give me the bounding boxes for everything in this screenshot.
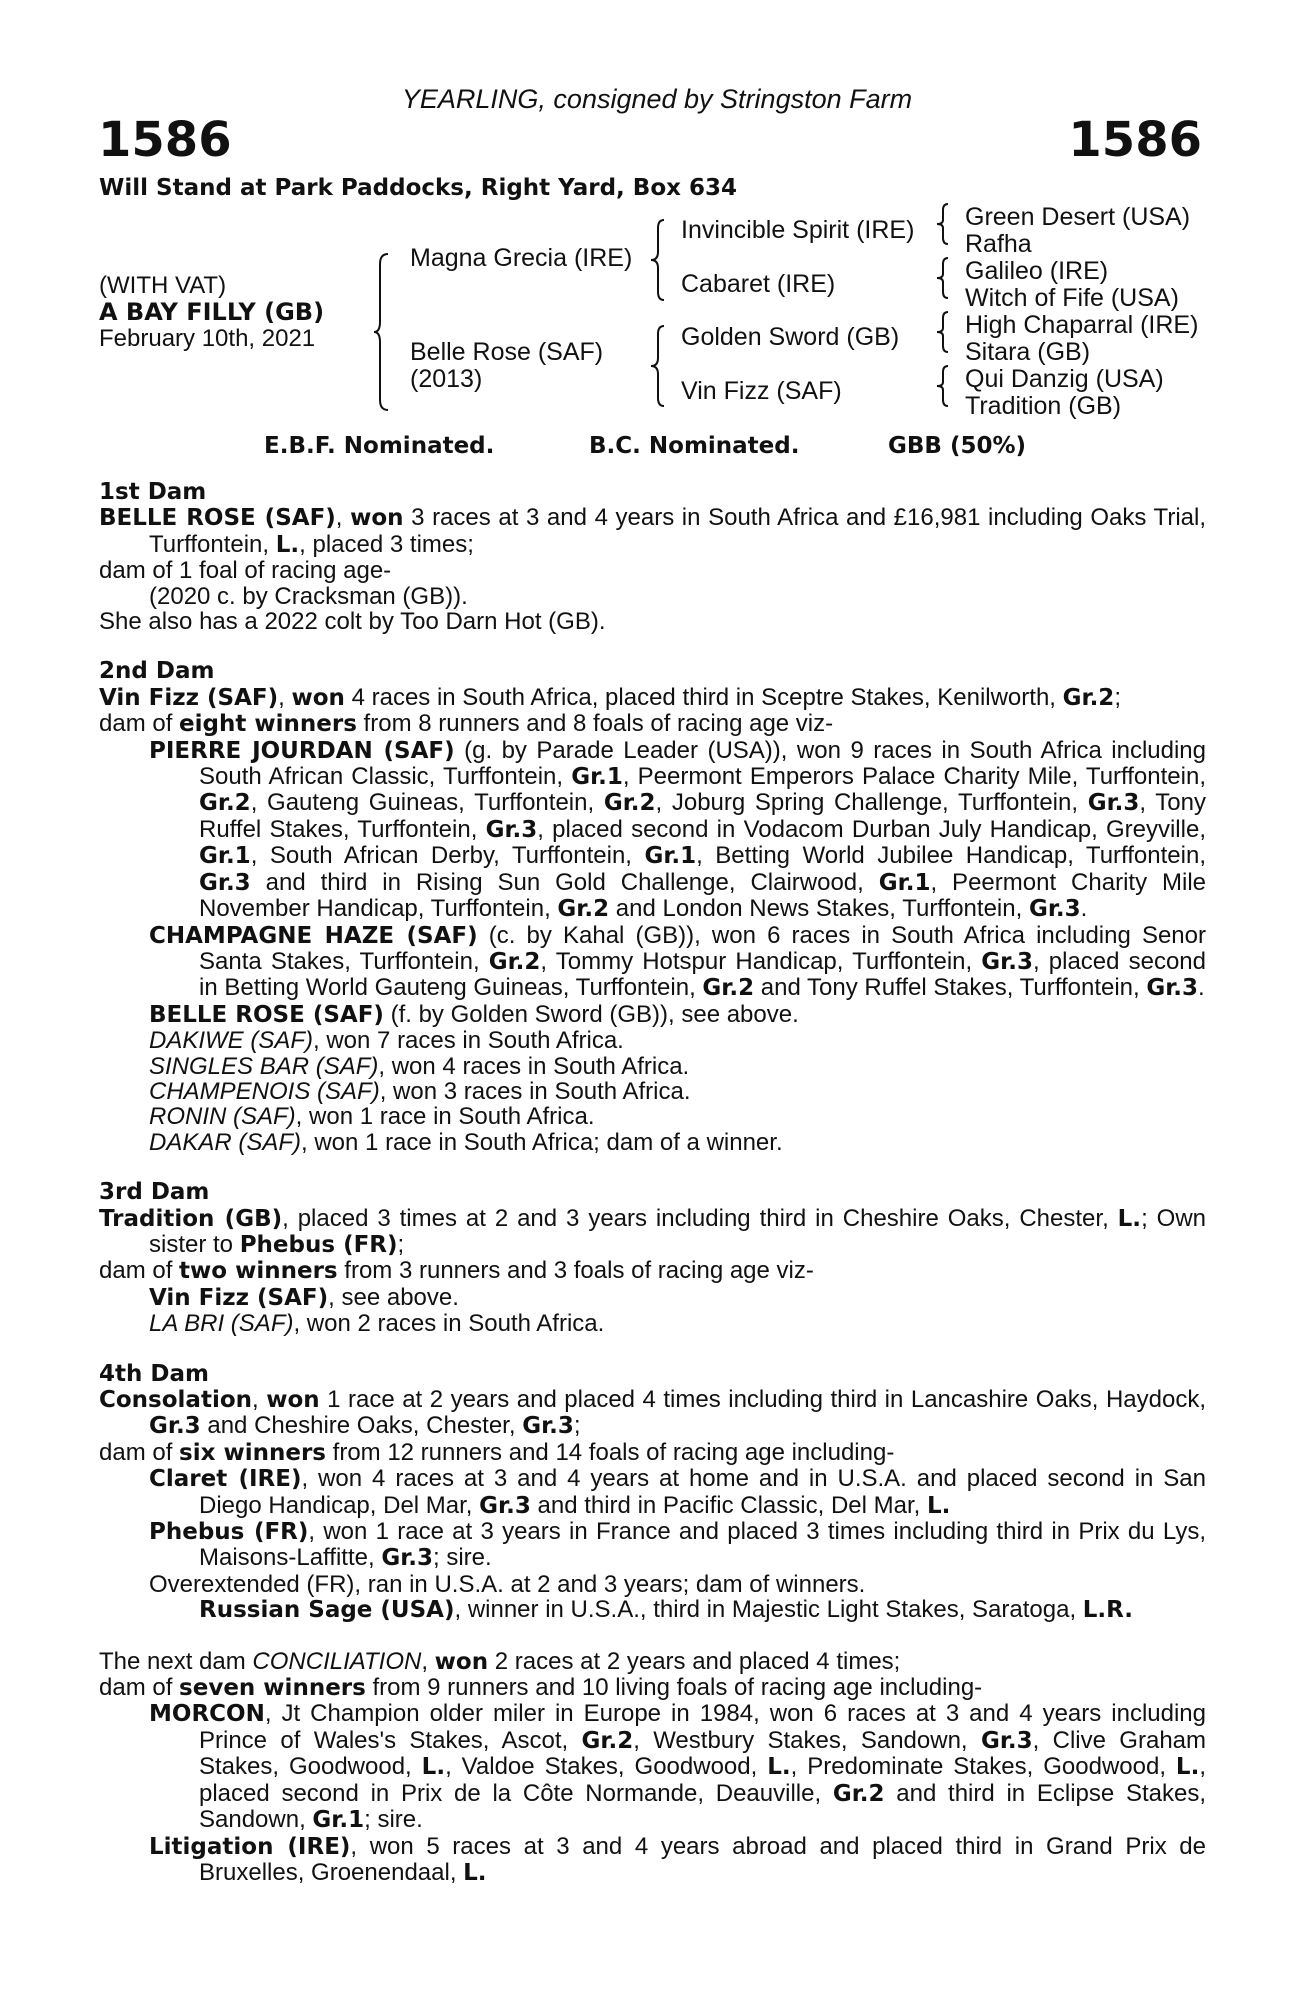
lot-number-right: 1586 [1068, 112, 1202, 168]
pedigree-sire: Magna Grecia (IRE) [410, 244, 633, 272]
pedigree-dam-sire: Golden Sword (GB) [681, 323, 900, 351]
bc-nomination: B.C. Nominated. [589, 433, 800, 459]
produce-russian-sage: Russian Sage (USA), winner in U.S.A., third in Majestic Light Stakes, Saratoga, L.R. [199, 1596, 1134, 1624]
pedigree-dam: Belle Rose (SAF) [410, 338, 604, 366]
pedigree-brace-dam [648, 324, 666, 408]
next-dam-entry: The next dam CONCILIATION, won 2 races at 2 years and placed 4 times; [99, 1647, 901, 1675]
fourth-dam-section [99, 1387, 1206, 1624]
produce-vin-fizz: Vin Fizz (SAF), see above. [149, 1283, 459, 1311]
fourth-dam-produce-note: dam of six winners from 12 runners and 14 foals of racing age including- [99, 1438, 895, 1466]
third-dam-entry: Tradition (GB), placed 3 times at 2 and 3 years including third in Cheshire Oaks, Chester, L.; Own sister to Phebus (FR); [99, 1204, 1206, 1258]
produce-belle-rose: BELLE ROSE (SAF) (f. by Golden Sword (GB)), see above. [149, 1000, 799, 1028]
third-dam-heading: 3rd Dam [99, 1179, 210, 1206]
gbb-status: GBB (50%) [888, 433, 1027, 459]
pedigree-ggp-8: Tradition (GB) [965, 392, 1122, 420]
fourth-dam-entry: Consolation, won 1 race at 2 years and placed 4 times including third in Lancashire Oaks, Haydock, Gr.3 and Cheshire Oaks, Chester, Gr.3; [99, 1386, 1207, 1440]
first-dam-current-foal: She also has a 2022 colt by Too Darn Hot (GB). [99, 608, 606, 636]
produce-la-bri: LA BRI (SAF), won 2 races in South Africa. [149, 1310, 605, 1338]
first-dam-section [99, 505, 1206, 634]
produce-overextended: Overextended (FR), ran in U.S.A. at 2 and 3 years; dam of winners. [149, 1570, 866, 1598]
first-dam-entry: BELLE ROSE (SAF), won 3 races at 3 and 4 years in South Africa and £16,981 including Oaks Trial, Turffontein, L., placed 3 times; [99, 504, 1206, 558]
pedigree-sire-sire: Invincible Spirit (IRE) [681, 216, 915, 244]
produce-pierre-jourdan: PIERRE JOURDAN (SAF) (g. by Parade Leader (USA)), won 9 races in South Africa including South African Classic, Turffontein, Gr.1, Peermont Emperors Palace Charity Mile, Turffontein, Gr.2, Gauteng Guineas, Turffontein, Gr.2, Joburg Spring Challenge, Turffontein, Gr.3, Tony Ruffel Stakes, Turffontein, Gr.3, placed second in Vodacom Durban July Handicap, Greyville, Gr.1, South African Derby, Turffontein, Gr.1, Betting World Jubilee Handicap, Turffontein, Gr.3 and third in Rising Sun Gold Challenge, Clairwood, Gr.1, Peermont Charity Mile November Handicap, Turffontein, Gr.2 and London News Stakes, Turffontein, Gr.3. [149, 736, 1207, 923]
first-dam-produce-note: dam of 1 foal of racing age- [99, 557, 392, 585]
pedigree-dam-year: (2013) [410, 365, 483, 393]
produce-phebus: Phebus (FR), won 1 race at 3 years in France and placed 3 times including third in Prix du Lys, Maisons-Laffitte, Gr.3; sire. [149, 1518, 1206, 1572]
fourth-dam-heading: 4th Dam [99, 1360, 209, 1387]
next-dam-produce-note: dam of seven winners from 9 runners and 10 living foals of racing age including- [99, 1674, 983, 1702]
dam-produce-record [99, 480, 1206, 1886]
produce-ronin: RONIN (SAF), won 1 race in South Africa. [149, 1103, 595, 1131]
pedigree-dam-dam: Vin Fizz (SAF) [681, 377, 842, 405]
second-dam-entry: Vin Fizz (SAF), won 4 races in South Africa, placed third in Sceptre Stakes, Kenilworth, Gr.2; [99, 683, 1121, 711]
vat-note: (WITH VAT) [99, 272, 227, 299]
stand-location: Will Stand at Park Paddocks, Right Yard, Box 634 [99, 175, 737, 201]
second-dam-heading: 2nd Dam [99, 658, 215, 685]
consignment-heading: YEARLING, consigned by Stringston Farm [401, 84, 913, 114]
pedigree-brace-g2 [934, 256, 950, 300]
lot-number-left: 1586 [98, 112, 232, 168]
pedigree-brace-g1 [934, 202, 950, 246]
produce-dakiwe: DAKIWE (SAF), won 7 races in South Africa. [149, 1027, 624, 1055]
third-dam-produce-note: dam of two winners from 3 runners and 3 foals of racing age viz- [99, 1257, 814, 1285]
next-dam-section [99, 1649, 1206, 1887]
pedigree-ggp-1: Green Desert (USA) [965, 203, 1191, 231]
pedigree-ggp-6: Sitara (GB) [965, 338, 1091, 366]
second-dam-section [99, 685, 1206, 1155]
produce-claret: Claret (IRE), won 4 races at 3 and 4 years at home and in U.S.A. and placed second in San Diego Handicap, Del Mar, Gr.3 and third in Pacific Classic, Del Mar, L. [149, 1465, 1207, 1519]
produce-dakar: DAKAR (SAF), won 1 race in South Africa; dam of a winner. [149, 1128, 783, 1156]
pedigree-sire-dam: Cabaret (IRE) [681, 270, 836, 298]
pedigree-ggp-7: Qui Danzig (USA) [965, 365, 1164, 393]
pedigree-ggp-2: Rafha [965, 230, 1032, 258]
pedigree-brace-g3 [934, 310, 950, 354]
produce-champenois: CHAMPENOIS (SAF), won 3 races in South Africa. [149, 1077, 691, 1105]
pedigree-brace-main [372, 252, 390, 412]
second-dam-produce-note: dam of eight winners from 8 runners and 8 foals of racing age viz- [99, 710, 834, 738]
pedigree-brace-g4 [934, 364, 950, 408]
pedigree-ggp-5: High Chaparral (IRE) [965, 311, 1199, 339]
produce-morcon: MORCON, Jt Champion older miler in Europe in 1984, won 6 races at 3 and 4 years including Prince of Wales's Stakes, Ascot, Gr.2, Westbury Stakes, Sandown, Gr.3, Clive Graham Stakes, Goodwood, L., Valdoe Stakes, Goodwood, L., Predominate Stakes, Goodwood, L., placed second in Prix de la Côte Normande, Deauville, Gr.2 and third in Eclipse Stakes, Sandown, Gr.1; sire. [149, 1700, 1207, 1834]
ebf-nomination: E.B.F. Nominated. [264, 433, 495, 459]
pedigree-ggp-3: Galileo (IRE) [965, 257, 1109, 285]
produce-champagne-haze: CHAMPAGNE HAZE (SAF) (c. by Kahal (GB)), won 6 races in South Africa including Senor Santa Stakes, Turffontein, Gr.2, Tommy Hotspur Handicap, Turffontein, Gr.3, placed second in Betting World Gauteng Guineas, Turffontein, Gr.2 and Tony Ruffel Stakes, Turffontein, Gr.3. [149, 921, 1206, 1002]
produce-litigation: Litigation (IRE), won 5 races at 3 and 4 years abroad and placed third in Grand Prix de Bruxelles, Groenendaal, L. [149, 1832, 1207, 1886]
third-dam-section [99, 1206, 1206, 1337]
produce-singles-bar: SINGLES BAR (SAF), won 4 races in South Africa. [149, 1052, 690, 1080]
foaling-date: February 10th, 2021 [99, 325, 316, 352]
first-dam-heading: 1st Dam [99, 479, 207, 505]
lot-subject-name: A BAY FILLY (GB) [99, 298, 325, 326]
first-dam-foal: (2020 c. by Cracksman (GB)). [149, 582, 468, 610]
pedigree-brace-sire [648, 218, 666, 302]
pedigree-ggp-4: Witch of Fife (USA) [965, 284, 1179, 312]
